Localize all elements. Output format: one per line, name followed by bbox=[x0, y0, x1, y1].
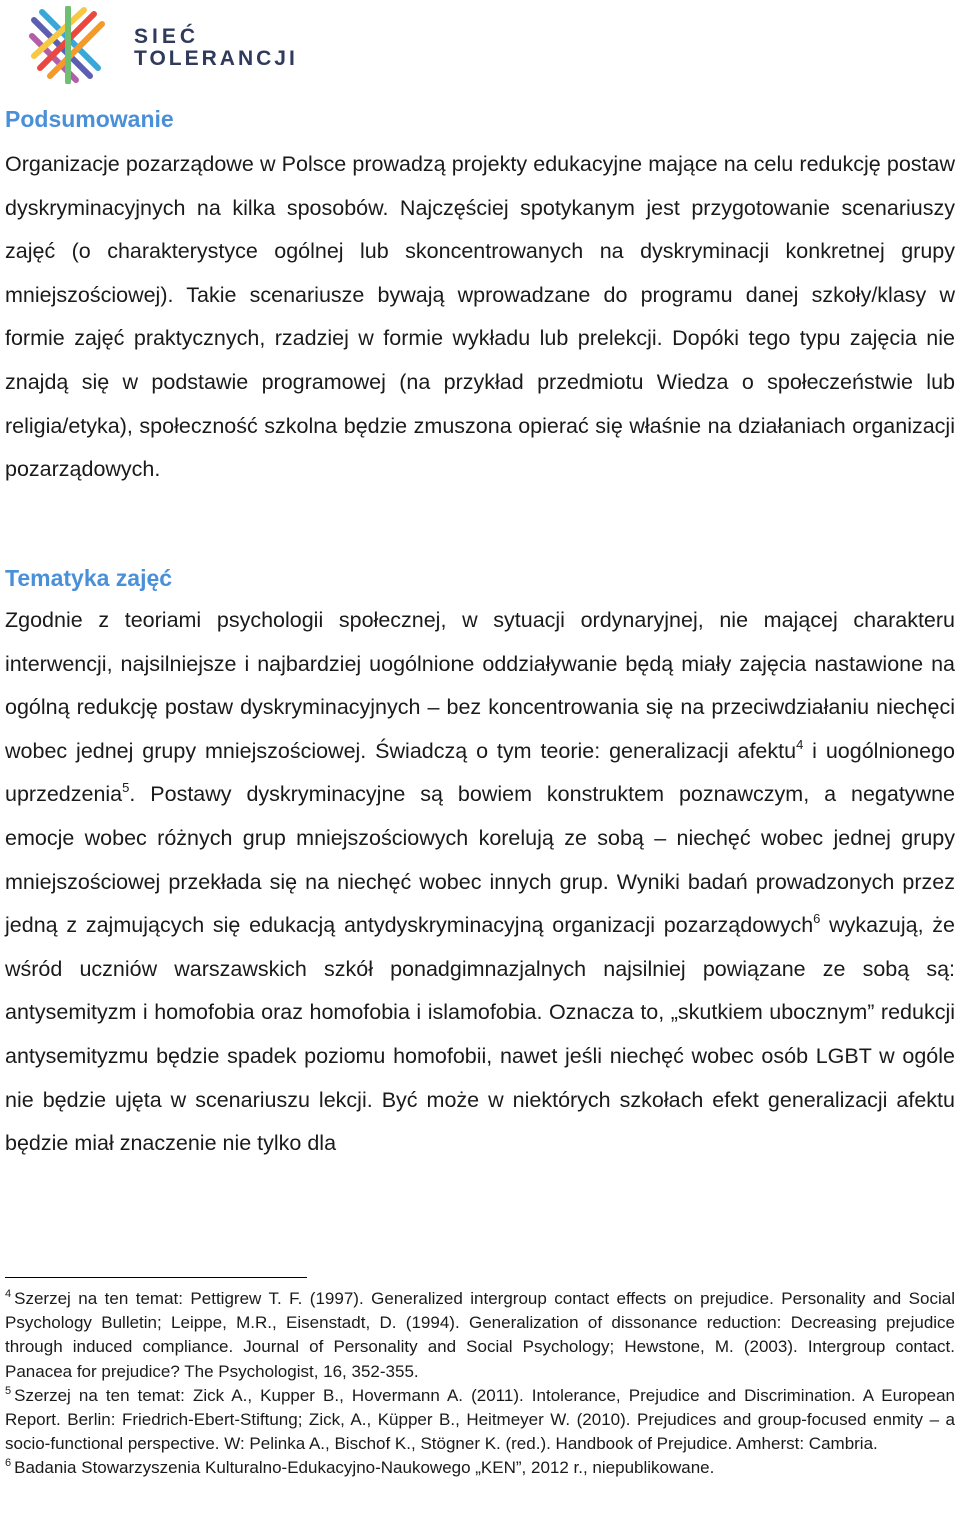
section-heading-podsumowanie: Podsumowanie bbox=[5, 106, 174, 132]
footnote-text: Szerzej na ten temat: Zick A., Kupper B., Hovermann A. (2011). Intolerance, Prejudice and Discrimination. A European Report. Berlin: Friedrich-Ebert-Stiftung; Zick, A., Küpper B., Heitmeyer W. (2010). Prejudices and group-focused enmity – a socio-functional perspective. W: Pelinka A., Bischof K., Stögner K. (red.). Handbook of Prejudice. Amherst: Cambria. bbox=[5, 1385, 955, 1454]
footnote-ref[interactable]: 5 bbox=[122, 780, 130, 796]
paragraph-tematyka bbox=[5, 599, 955, 1166]
section-heading-tematyka: Tematyka zajęć bbox=[5, 565, 173, 591]
logo-mark bbox=[28, 6, 118, 84]
logo bbox=[28, 6, 318, 84]
footnote-text: Szerzej na ten temat: Pettigrew T. F. (1997). Generalized intergroup contact effects on prejudice. Personality and Social Psychology Bulletin; Leippe, M.R., Eisenstadt, D. (1994). Generalization of dissonance reduction: Decreasing prejudice through induced compliance. Journal of Personality and Social Psychology; Hewstone, M. (2003). Intergroup contact. Panacea for prejudice? The Psychologist, 16, 352-355. bbox=[5, 1289, 955, 1381]
footnote bbox=[5, 1456, 955, 1480]
footnote-number: 4 bbox=[5, 1288, 12, 1300]
footnote-ref[interactable]: 6 bbox=[813, 911, 821, 927]
logo-line-1: SIEĆ bbox=[134, 25, 200, 48]
footnote-separator bbox=[5, 1277, 307, 1278]
paragraph-text: wykazują, że wśród uczniów warszawskich szkół ponadgimnazjalnych najsilniej powiązane ze sobą są: antysemityzm i homofobia oraz homofobia i islamofobia. Oznacza to, „skutkiem ubocznym” redukcji antysemityzmu będzie spadek poziomu homofobii, nawet jeśli niechęć wobec osób LGBT w ogóle nie będzie ujęta w scenariuszu lekcji. Być może w niektórych szkołach efekt generalizacji afektu będzie miał znaczenie nie tylko dla bbox=[5, 913, 955, 1156]
footnote-ref[interactable]: 4 bbox=[796, 736, 804, 752]
footnote-number: 6 bbox=[5, 1457, 12, 1470]
footnote-text: Badania Stowarzyszenia Kulturalno-Edukacyjno-Naukowego „KEN”, 2012 r., niepublikowane. bbox=[14, 1458, 715, 1478]
paragraph-text: i uogólnionego uprzedzenia bbox=[5, 738, 955, 807]
paragraph-text: Zgodnie z teoriami psychologii społecznej, w sytuacji ordynaryjnej, nie mającej charakteru interwencji, najsilniejsze i najbardziej uogólnione oddziaływanie będą miały zajęcia nastawione na ogólną redukcję postaw dyskryminacyjnych – bez koncentrowania się na przeciwdziałaniu niechęci wobec jednej grupy mniejszościowej. Świadczą o tym teorie: generalizacji afektu bbox=[5, 608, 955, 763]
footnote bbox=[5, 1287, 955, 1384]
paragraph-podsumowanie: Organizacje pozarządowe w Polsce prowadzą projekty edukacyjne mające na celu redukcję postaw dyskryminacyjnych na kilka sposobów. Najczęściej spotykanym jest przygotowanie scenariuszy zajęć (o charakterystyce ogólnej lub skoncentrowanych na dyskryminacji konkretnej grupy mniejszościowej). Takie scenariusze bywają wprowadzane do programu danej szkoły/klasy w formie zajęć praktycznych, rzadziej w formie wykładu lub prelekcji. Dopóki tego typu zajęcia nie znajdą się w podstawie programowej (na przykład przedmiotu Wiedza o społeczeństwie lub religia/etyka), społeczność szkolna będzie zmuszona opierać się właśnie na działaniach organizacji pozarządowych. bbox=[5, 152, 955, 482]
paragraph-text: . Postawy dyskryminacyjne są bowiem konstruktem poznawczym, a negatywne emocje wobec różnych grup mniejszościowych korelują ze sobą – niechęć wobec jednej grupy mniejszościowej przekłada się na niechęć wobec innych grup. Wyniki badań prowadzonych przez jedną z zajmujących się edukacją antydyskryminacyjną organizacji pozarządowych bbox=[5, 782, 955, 938]
footnote-number: 5 bbox=[5, 1384, 12, 1397]
logo-wordmark bbox=[134, 26, 298, 70]
logo-line-2: TOLERANCJI bbox=[134, 47, 298, 70]
footnotes bbox=[5, 1287, 955, 1481]
footnote bbox=[5, 1384, 955, 1457]
